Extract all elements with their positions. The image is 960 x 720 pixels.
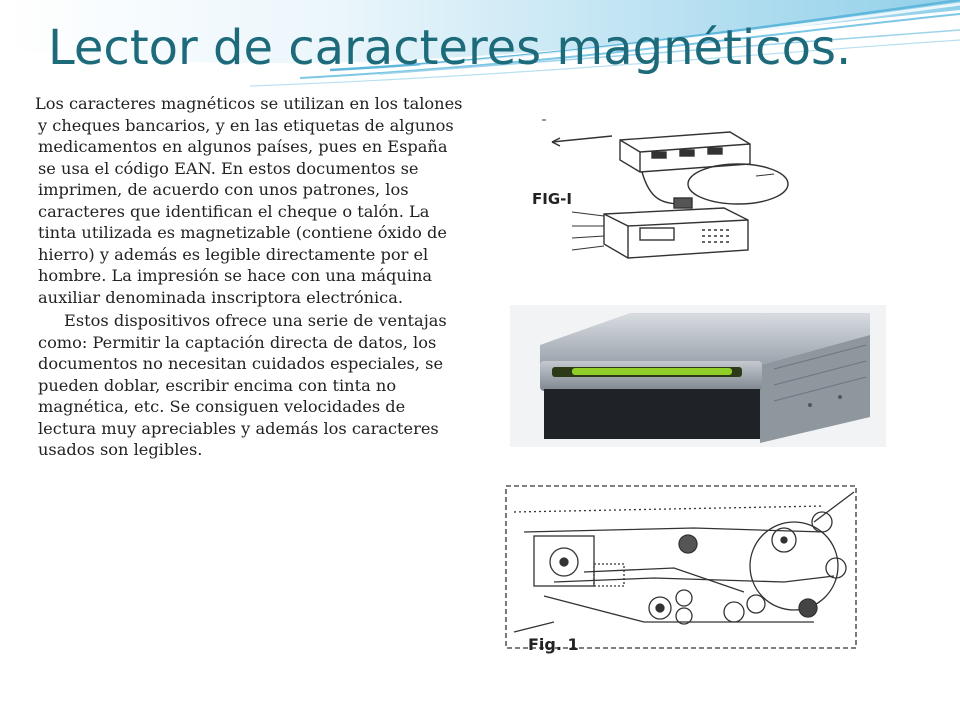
fig-top-label: FIG-I	[532, 190, 572, 208]
paragraph-description: Los caracteres magnéticos se utilizan en los talones y cheques bancarios, y en las etiquetas de algunos medicamentos en algunos países, pues en España se usa el código EAN. En estos documentos se imprimen, de acuerdo con unos patrones, los caracteres que identifican el cheque o talón. La tinta utilizada es magnetizable (contiene óxido de hierro) y además es legible directamente por el hombre. La impresión se hace con una máquina auxiliar denominada inscriptora electrónica.	[35, 94, 463, 307]
fig-bottom-label: Fig. 1	[528, 635, 579, 654]
slide-body-text	[35, 93, 466, 461]
patent-drawing-fig-1	[512, 112, 818, 264]
magnetic-reader-photo	[510, 305, 886, 447]
patent-drawing-mechanism	[494, 472, 868, 660]
paragraph-advantages: Estos dispositivos ofrece una serie de ventajas como: Permitir la captación directa de datos, los documentos no necesitan cuidados especiales, se pueden doblar, escribir encima con tinta no magnética, etc. Se consiguen velocidades de lectura muy apreciables y además los caracteres usados son legibles.	[38, 311, 447, 459]
slide-title: Lector de caracteres magnéticos.	[48, 20, 852, 76]
